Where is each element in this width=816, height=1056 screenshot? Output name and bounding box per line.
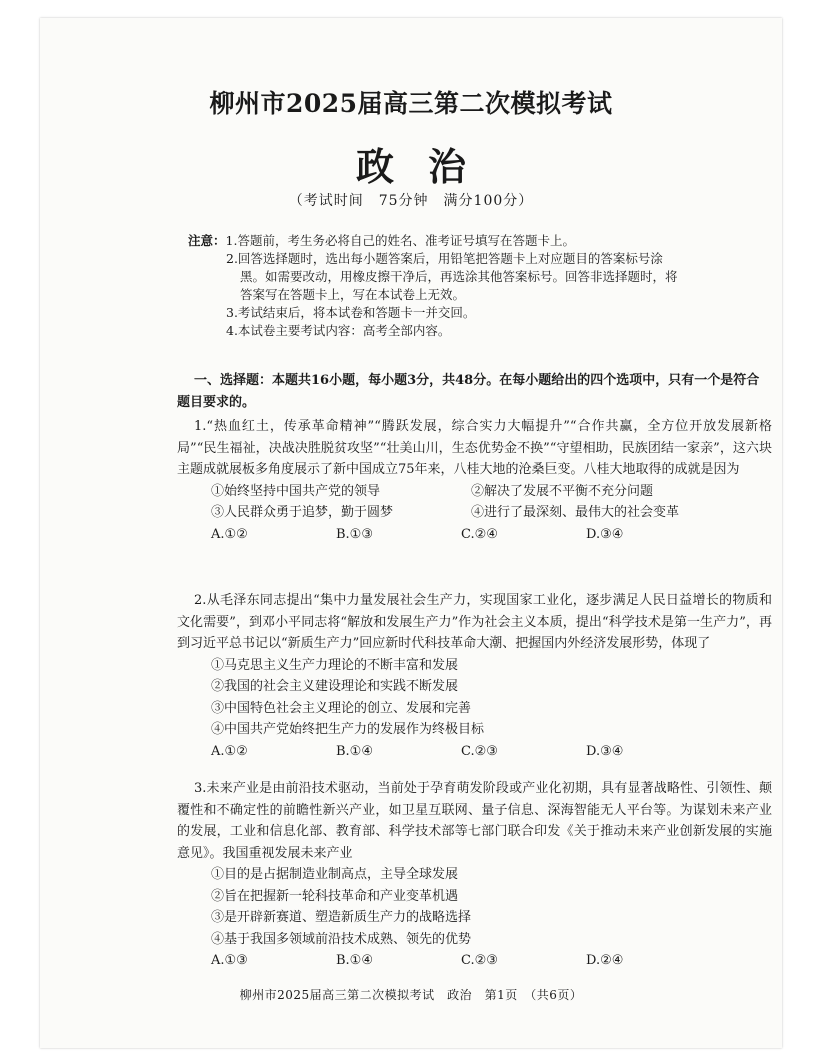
statement: ①目的是占据制造业制高点，主导全球发展 bbox=[211, 867, 459, 882]
statement-list bbox=[177, 655, 772, 741]
question-stem: 1.“热血红土，传承革命精神”“腾跃发展，综合实力大幅提升”“合作共赢，全方位开放发展新格局”“民生福祉，决战决胜脱贫攻坚”“壮美山川，生态优势金不换”“守望相助，民族团结一家亲”，这六块主题成就展板多角度展示了新中国成立75年来，八桂大地的沧桑巨变。八桂大地取得的成就是因为 bbox=[177, 419, 772, 477]
notice-item: 答案写在答题卡上，写在本试卷上无效。 bbox=[240, 287, 466, 302]
notice-block bbox=[188, 232, 748, 340]
answer-choices bbox=[177, 741, 772, 763]
notice-item: 4.本试卷主要考试内容：高考全部内容。 bbox=[226, 323, 451, 338]
section-heading: 一、选择题：本题共16小题，每小题3分，共48分。在每小题给出的四个选项中，只有一个是符合题目要求的。 bbox=[177, 373, 760, 410]
statement: ④中国共产党始终把生产力的发展作为终极目标 bbox=[211, 722, 485, 737]
statement-list bbox=[177, 864, 772, 950]
exam-page bbox=[40, 18, 782, 1048]
notice-item: 黑。如需要改动，用橡皮擦干净后，再选涂其他答案标号。回答非选择题时，将 bbox=[240, 269, 678, 284]
answer-choices bbox=[177, 950, 772, 972]
statement: ①马克思主义生产力理论的不断丰富和发展 bbox=[211, 657, 459, 673]
notice-item: 2.回答选择题时，选出每小题答案后，用铅笔把答题卡上对应题目的答案标号涂 bbox=[226, 251, 663, 266]
choice-d: D.③④ bbox=[586, 743, 624, 759]
exam-title: 柳州市2025届高三第二次模拟考试 bbox=[209, 89, 613, 118]
question-2 bbox=[177, 590, 772, 762]
statement: ②解决了发展不平衡不充分问题 bbox=[471, 483, 654, 499]
notice-item: 3.考试结束后，将本试卷和答题卡一并交回。 bbox=[226, 305, 476, 320]
notice-label: 注意： bbox=[188, 233, 226, 248]
statement-list bbox=[177, 481, 772, 524]
question-1 bbox=[177, 416, 772, 545]
answer-choices bbox=[177, 524, 772, 546]
choice-d: D.②④ bbox=[586, 953, 624, 968]
choice-b: B.①③ bbox=[336, 526, 373, 542]
choice-a: A.①② bbox=[211, 526, 248, 542]
exam-info: （考试时间 75分钟 满分100分） bbox=[288, 193, 534, 209]
choice-a: A.①② bbox=[211, 743, 248, 759]
choice-c: C.②③ bbox=[461, 743, 498, 759]
choice-a: A.①③ bbox=[211, 953, 248, 968]
choice-d: D.③④ bbox=[586, 526, 624, 542]
subject-title: 政治 bbox=[355, 144, 500, 189]
choice-b: B.①④ bbox=[336, 953, 373, 968]
statement: ②旨在把握新一轮科技革命和产业变革机遇 bbox=[211, 888, 459, 904]
statement: ④进行了最深刻、最伟大的社会变革 bbox=[471, 505, 680, 520]
choice-b: B.①④ bbox=[336, 743, 373, 759]
statement: ③人民群众勇于追梦，勤于圆梦 bbox=[211, 505, 394, 520]
notice-item: 1.答题前，考生务必将自己的姓名、准考证号填写在答题卡上。 bbox=[225, 233, 575, 248]
statement: ④基于我国多领域前沿技术成熟、领先的优势 bbox=[211, 931, 472, 947]
statement: ③中国特色社会主义理论的创立、发展和完善 bbox=[211, 700, 472, 716]
choice-c: C.②④ bbox=[461, 526, 498, 542]
question-stem: 3.未来产业是由前沿技术驱动，当前处于孕育萌发阶段或产业化初期，具有显著战略性、引领性、颠覆性和不确定性的前瞻性新兴产业，如卫星互联网、量子信息、深海智能无人平台等。为谋划未来产业的发展，工业和信息化部、教育部、科学技术部等七部门联合印发《关于推动未来产业创新发展的实施意见》。我国重视发展未来产业 bbox=[177, 781, 772, 861]
choice-c: C.②③ bbox=[461, 953, 498, 968]
question-3 bbox=[177, 778, 772, 972]
statement: ①始终坚持中国共产党的领导 bbox=[211, 483, 381, 499]
question-stem: 2.从毛泽东同志提出“集中力量发展社会生产力，实现国家工业化，逐步满足人民日益增长的物质和文化需要”，到邓小平同志将“解放和发展生产力”作为社会主义本质，提出“科学技术是第一生产力”，再到习近平总书记以“新质生产力”回应新时代科技革命大潮、把握国内外经济发展形势，体现了 bbox=[177, 593, 772, 651]
statement: ②我国的社会主义建设理论和实践不断发展 bbox=[211, 679, 459, 694]
statement: ③是开辟新赛道、塑造新质生产力的战略选择 bbox=[211, 910, 472, 925]
page-footer: 柳州市2025届高三第二次模拟考试 政治 第1页 （共6页） bbox=[239, 988, 583, 1002]
